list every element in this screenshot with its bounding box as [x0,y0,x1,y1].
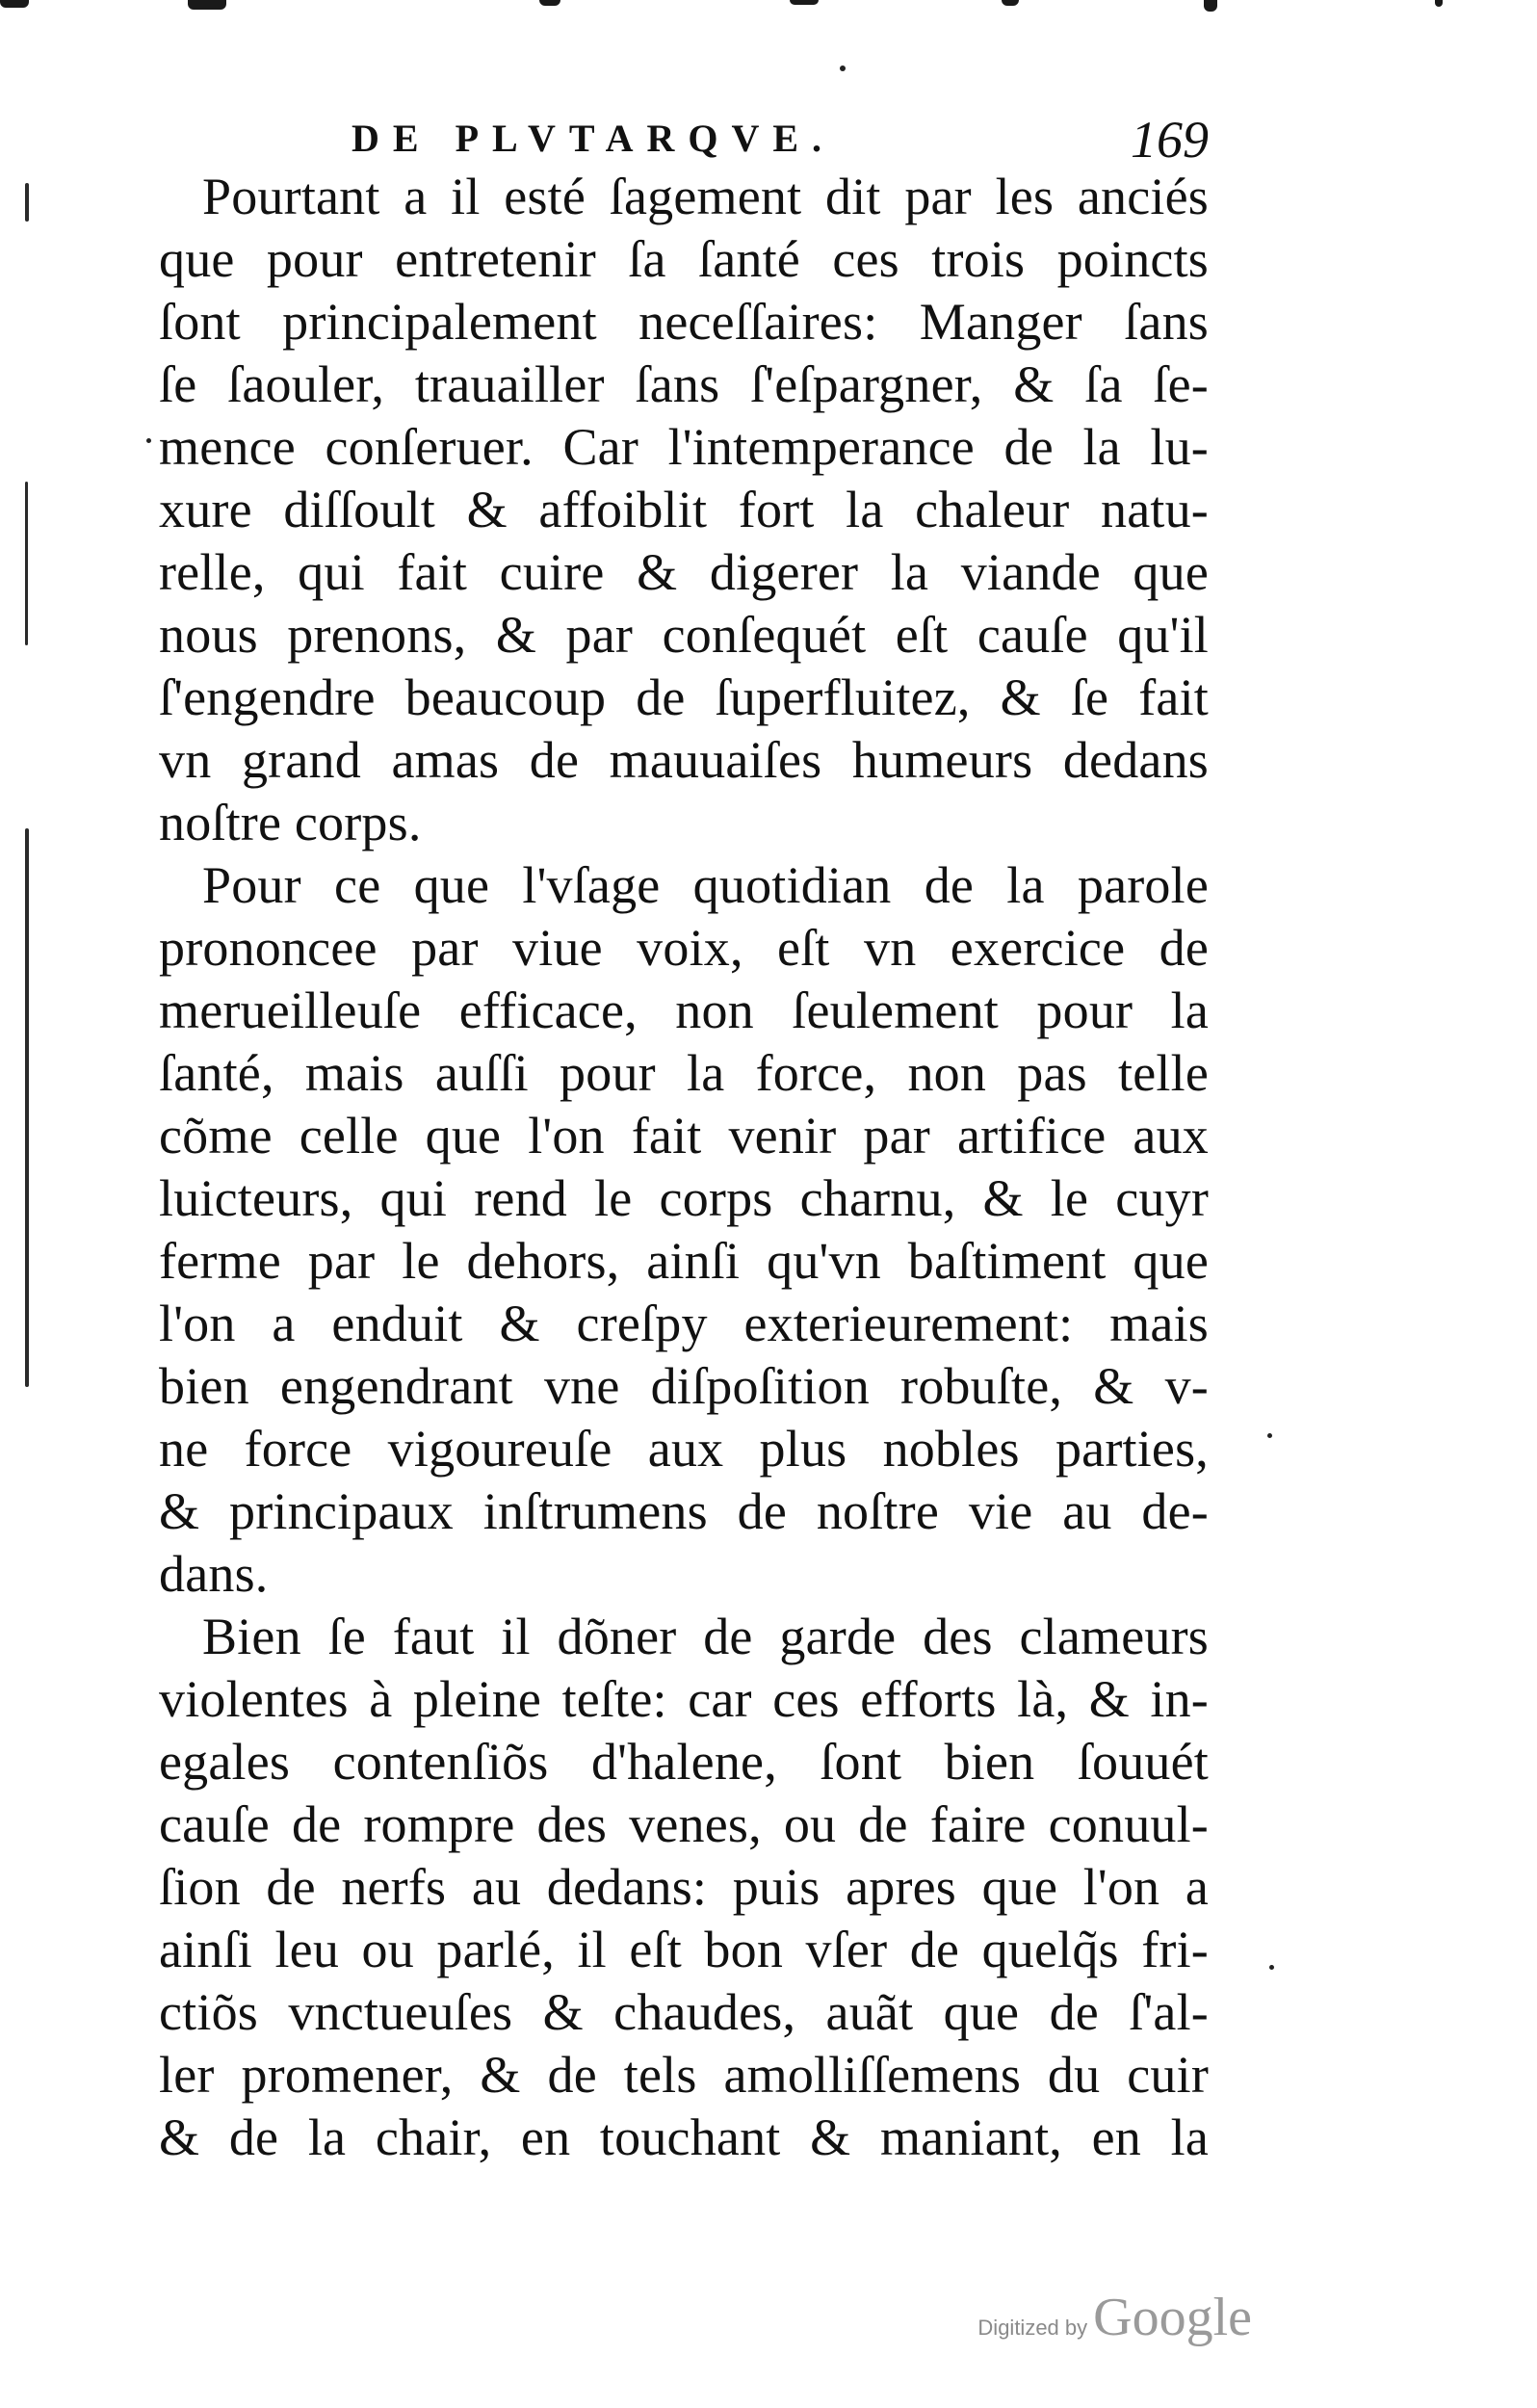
text-line: prononcee par viue voix, eſt vn exercice de [159,919,1209,977]
paragraph-3 [159,1606,1209,2169]
running-head [159,111,1209,173]
text-line: ſion de nerfs au dedans: puis apres que l'on a [159,1858,1209,1916]
text-line: ainſi leu ou parlé, il eſt bon vſer de quelq̃s fri- [159,1921,1209,1978]
running-title: DE PLVTARQVE. [352,117,836,160]
text-line: ferme par le dehors, ainſi qu'vn baſtiment que [159,1232,1209,1290]
text-line: mence conſeruer. Car l'intemperance de la lu- [159,418,1209,476]
text-line: luicteurs, qui rend le corps charnu, & le cuyr [159,1169,1209,1227]
text-line: vn grand amas de mauuaiſes humeurs dedans [159,731,1209,789]
text-line: nous prenons, & par conſequét eſt cauſe qu'il [159,606,1209,664]
text-line: & de la chair, en touchant & maniant, en la [159,2108,1209,2166]
text-line: ne force vigoureuſe aux plus nobles parties, [159,1420,1209,1478]
text-line: & principaux inſtrumens de noſtre vie au de- [159,1482,1209,1540]
text-line: merueilleuſe efficace, non ſeulement pour la [159,982,1209,1039]
text-line: bien engendrant vne diſpoſition robuſte, & v- [159,1357,1209,1415]
scan-speck [1269,1965,1274,1970]
text-line: ſont principalement neceſſaires: Manger ſans [159,293,1209,351]
text-line: relle, qui fait cuire & digerer la viande que [159,543,1209,601]
text-line: ctiõs vnctueuſes & chaudes, auãt que de ſ'al- [159,1983,1209,2041]
scan-left-edge-mark [25,828,29,1387]
text-line: Pour ce que l'vſage quotidian de la parole [202,856,1209,914]
text-line: xure diſſoult & affoiblit fort la chaleur natu- [159,481,1209,538]
digitized-by-label: Digitized by [977,2316,1088,2340]
text-line: ſ'engendre beaucoup de ſuperfluitez, & ſe fait [159,668,1209,726]
text-line: cõme celle que l'on fait venir par artifice aux [159,1107,1209,1165]
body-text [159,166,1209,2169]
text-line: que pour entretenir ſa ſanté ces trois poincts [159,230,1209,288]
paragraph-1 [159,166,1209,854]
text-line: l'on a enduit & creſpy exterieurement: mais [159,1295,1209,1352]
scan-speck [1267,1433,1272,1438]
google-wordmark: Google [1093,2288,1252,2347]
text-line: ler promener, & de tels amolliſſemens du cuir [159,2046,1209,2104]
scan-top-edge [0,0,1537,13]
text-line: egales contenſiõs d'halene, ſont bien ſouuét [159,1733,1209,1791]
text-line: cauſe de rompre des venes, ou de faire conuul- [159,1795,1209,1853]
text-line: dans. [159,1545,269,1603]
paragraph-2 [159,854,1209,1606]
scan-speck [840,65,846,71]
digitized-by-google-watermark [977,2287,1252,2354]
page-number: 169 [1131,111,1209,169]
scan-speck [146,438,151,443]
scan-left-edge-mark [25,482,28,645]
text-line: Pourtant a il esté ſagement dit par les anciés [202,168,1209,225]
text-line: Bien ſe faut il dõner de garde des clameurs [202,1608,1209,1665]
scan-left-edge-mark [25,183,29,222]
text-line: ſe ſaouler, trauailler ſans ſ'eſpargner, & ſa ſe- [159,355,1209,413]
text-line: noſtre corps. [159,794,422,851]
text-line: violentes à pleine teſte: car ces efforts là, & in- [159,1670,1209,1728]
text-line: ſanté, mais auſſi pour la force, non pas telle [159,1044,1209,1102]
